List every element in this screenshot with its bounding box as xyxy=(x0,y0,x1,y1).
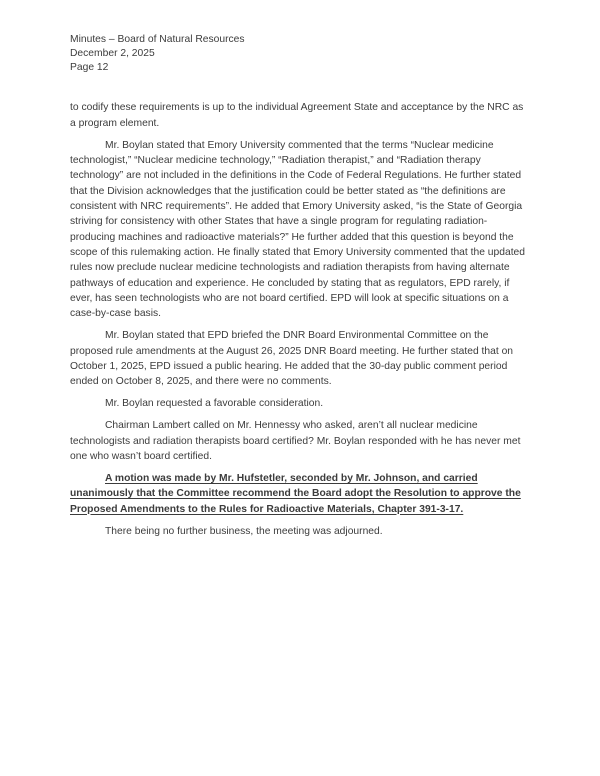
paragraph-chairman-question: Chairman Lambert called on Mr. Hennessy who asked, aren’t all nuclear medicine technologists and radiation therapists board certified? Mr. Boylan responded with he has never met one who wasn’t board certified. xyxy=(70,420,521,462)
paragraph-motion: A motion was made by Mr. Hufstetler, seconded by Mr. Johnson, and carried unanimously that the Committee recommend the Board adopt the Resolution to approve the Proposed Amendments to the Rules for Radioactive Materials, Chapter 391-3-17. xyxy=(70,472,521,515)
paragraph-adjournment: There being no further business, the meeting was adjourned. xyxy=(105,525,383,537)
document-body xyxy=(70,100,530,539)
header-date: December 2, 2025 xyxy=(70,47,155,59)
paragraph-emory-comments: Mr. Boylan stated that Emory University commented that the terms “Nuclear medicine technologist,” “Nuclear medicine technology,” “Radiation therapist,” and “Radiation therapy technology” are not included in the definitions in the Code of Federal Regulations. He further stated that the Division acknowledges that the justification could be better stated as “the definitions are consistent with NRC requirements”. He added that Emory University asked, “is the State of Georgia striving for consistency with other States that have a single program for regulating radiation-producing machines and radioactive materials?” He further added that this question is beyond the scope of this rulemaking action. He finally stated that Emory University commented that the updated rules now preclude nuclear medicine technologists and radiation therapists from having alternate pathways of education and experience. He concluded by stating that as regulators, EPD rarely, if ever, has seen technologists who are not board certified. EPD will look at specific situations on a case-by-case basis. xyxy=(70,139,526,320)
paragraph-committee-briefing: Mr. Boylan stated that EPD briefed the DNR Board Environmental Committee on the proposed rule amendments at the August 26, 2025 DNR Board meeting. He further stated that on October 1, 2025, EPD issued a public hearing. He added that the 30-day public comment period ended on October 8, 2025, and there were no comments. xyxy=(70,330,514,388)
document-header xyxy=(70,33,530,74)
paragraph-favorable-consideration: Mr. Boylan requested a favorable consideration. xyxy=(105,398,324,410)
header-title: Minutes – Board of Natural Resources xyxy=(70,34,245,45)
paragraph-continuation: to codify these requirements is up to the individual Agreement State and acceptance by the NRC as a program element. xyxy=(70,102,524,129)
header-page-number: Page 12 xyxy=(70,61,109,73)
